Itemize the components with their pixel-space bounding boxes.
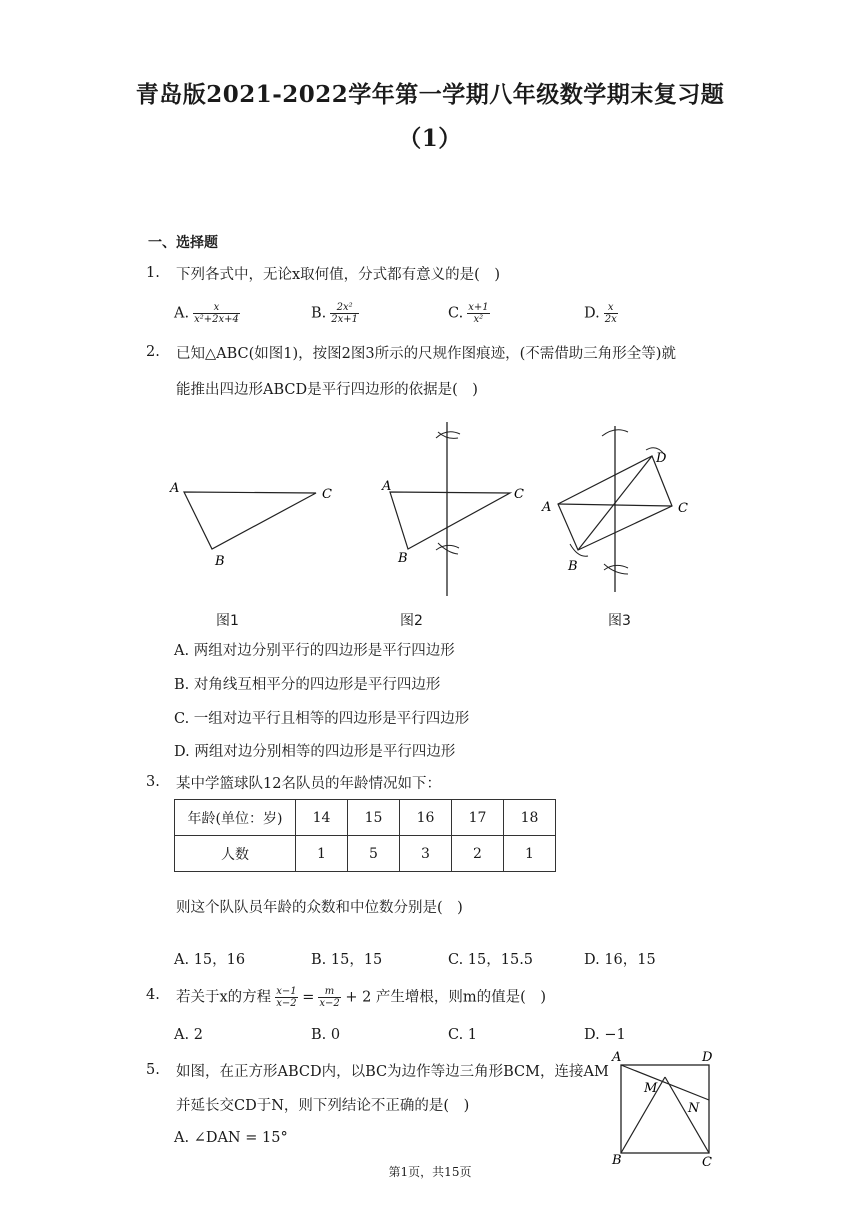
- option-a: A. ∠DAN = 15°: [174, 1130, 288, 1146]
- figure-1-caption: 图1: [216, 613, 239, 629]
- page-title: 青岛版2021-2022学年第一学期八年级数学期末复习题: [135, 81, 725, 108]
- option-d: D. $\frac{x}{2x}$: [584, 302, 617, 325]
- question-number: 3.: [146, 774, 160, 790]
- question-number: 4.: [146, 987, 160, 1003]
- figure-3-parallelogram: [541, 426, 688, 592]
- square-figure: [604, 1044, 724, 1170]
- option-c: C. $\frac{x+1}{\text{x²}}$: [448, 302, 489, 325]
- section-heading: 一、选择题: [148, 235, 218, 251]
- construction-figures: [160, 410, 720, 610]
- option-a: A. $\frac{x}{\text{x²+2x+4}}$: [174, 302, 239, 325]
- option-c: C. 15，15.5: [448, 952, 534, 968]
- figure-1-triangle: [169, 481, 332, 569]
- label-c: C: [322, 487, 332, 502]
- question-text: 若关于x的方程 $\frac{x-1}{x-2}$ = $\frac{m}{x-2}$ + 2 产生增根，则m的值是( ): [176, 986, 546, 1009]
- page-title-number: （1）: [398, 125, 462, 152]
- figure-3-caption: 图3: [608, 613, 631, 629]
- option-d: D. 两组对边分别相等的四边形是平行四边形: [174, 744, 456, 760]
- option-c: C. 一组对边平行且相等的四边形是平行四边形: [174, 711, 470, 727]
- svg-text:D: D: [702, 1050, 713, 1065]
- question-text-cont: 并延长交CD于N，则下列结论不正确的是( ): [176, 1098, 470, 1114]
- figure-2-bisector: [381, 422, 524, 596]
- option-a: A. 两组对边分别平行的四边形是平行四边形: [174, 643, 455, 659]
- question-text-cont: 能推出四边形ABCD是平行四边形的依据是( ): [176, 382, 478, 398]
- svg-text:C: C: [514, 487, 524, 502]
- option-b: B. 0: [311, 1027, 341, 1043]
- label-a: A: [170, 481, 180, 496]
- svg-text:D: D: [656, 451, 667, 466]
- table-row: 年龄(单位：岁) 14 15 16 17 18: [175, 800, 556, 836]
- svg-text:A: A: [382, 479, 392, 494]
- question-number: 2.: [146, 344, 160, 360]
- option-b: B. $\frac{\text{2x²}}{2x+1}$: [311, 302, 359, 325]
- question-text: 如图，在正方形ABCD内，以BC为边作等边三角形BCM，连接AM: [176, 1064, 609, 1080]
- question-text: 已知△ABC(如图1)，按图2图3所示的尺规作图痕迹，(不需借助三角形全等)就: [176, 346, 676, 362]
- svg-text:A: A: [612, 1050, 622, 1065]
- svg-text:M: M: [644, 1081, 658, 1096]
- option-d: D. −1: [584, 1027, 626, 1043]
- svg-text:B: B: [398, 551, 408, 566]
- option-a: A. 2: [174, 1027, 203, 1043]
- age-table: [174, 799, 556, 872]
- option-b: B. 15，15: [311, 952, 383, 968]
- question-number: 1.: [146, 265, 160, 281]
- label-b: B: [215, 554, 225, 569]
- option-c: C. 1: [448, 1027, 478, 1043]
- table-row: 人数 1 5 3 2 1: [175, 836, 556, 872]
- svg-text:C: C: [678, 501, 688, 516]
- svg-text:N: N: [688, 1101, 700, 1116]
- svg-text:C: C: [702, 1155, 712, 1170]
- question-text: 下列各式中，无论x取何值，分式都有意义的是( ): [176, 267, 500, 283]
- figure-2-caption: 图2: [400, 613, 423, 629]
- svg-text:A: A: [542, 500, 552, 515]
- svg-text:B: B: [612, 1153, 622, 1168]
- svg-text:B: B: [568, 559, 578, 574]
- option-d: D. 16，15: [584, 952, 656, 968]
- question-text-cont: 则这个队队员年龄的众数和中位数分别是( ): [176, 900, 463, 916]
- question-number: 5.: [146, 1062, 160, 1078]
- option-b: B. 对角线互相平分的四边形是平行四边形: [174, 677, 441, 693]
- option-a: A. 15，16: [174, 952, 246, 968]
- question-text: 某中学篮球队12名队员的年龄情况如下：: [176, 776, 441, 792]
- page-footer: 第1页，共15页: [388, 1165, 472, 1179]
